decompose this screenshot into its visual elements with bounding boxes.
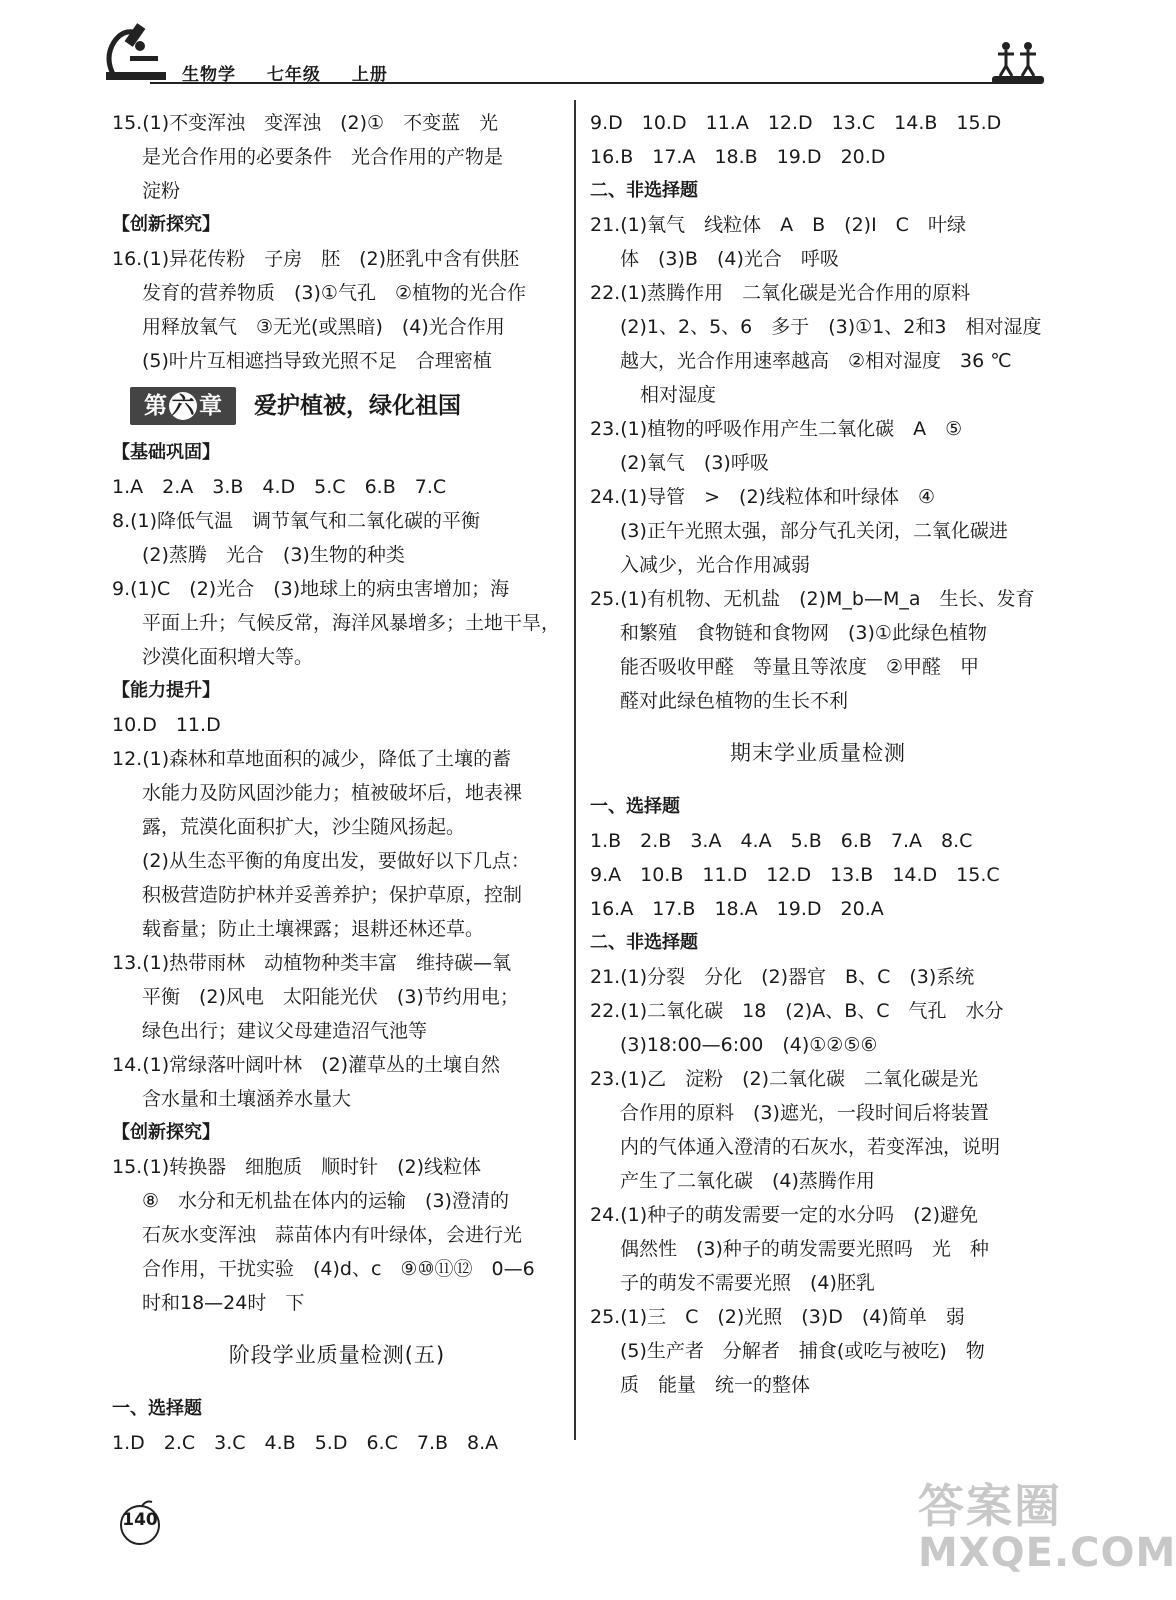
answer-line: 合作用的原料 (3)遮光，一段时间后将装置 (620, 1102, 989, 1124)
answer-line: 和繁殖 食物链和食物网 (3)①此绿色植物 (620, 622, 987, 644)
q15-line: 淀粉 (142, 180, 181, 202)
answer-line: (5)生产者 分解者 捕食(或吃与被吃) 物 (620, 1340, 985, 1362)
answer-line: 16.B 17.A 18.B 19.D 20.D (590, 146, 886, 168)
answer-line: 产生了二氧化碳 (4)蒸腾作用 (620, 1170, 875, 1192)
microscope-icon (100, 18, 170, 84)
answer-line: (2)蒸腾 光合 (3)生物的种类 (142, 544, 405, 566)
answer-line: 载畜量；防止土壤裸露；退耕还林还草。 (142, 918, 485, 940)
label-ability: 【能力提升】 (112, 680, 220, 701)
answer-line: 越大，光合作用速率越高 ②相对湿度 36 ℃ (620, 350, 1012, 372)
header-rule (150, 82, 1000, 84)
q16-line: 16.(1)异花传粉 子房 胚 (2)胚乳中含有供胚 (112, 248, 520, 270)
answer-line: 绿色出行；建议父母建造沼气池等 (142, 1020, 428, 1042)
q15-line: 是光合作用的必要条件 光合作用的产物是 (142, 146, 504, 168)
answer-line: 9.A 10.B 11.D 12.D 13.B 14.D 15.C (590, 864, 1000, 886)
answer-line: 含水量和土壤涵养水量大 (142, 1088, 352, 1110)
answer-line: 12.(1)森林和草地面积的减少，降低了土壤的蓄 (112, 748, 512, 770)
answer-line: 质 能量 统一的整体 (620, 1374, 811, 1396)
answer-line: 沙漠化面积增大等。 (142, 646, 314, 668)
answer-line: (3)正午光照太强，部分气孔关闭，二氧化碳进 (620, 520, 1008, 542)
answer-line: (2)从生态平衡的角度出发，要做好以下几点： (142, 850, 530, 872)
answer-line: 23.(1)乙 淀粉 (2)二氧化碳 二氧化碳是光 (590, 1068, 979, 1090)
answer-line: 1.B 2.B 3.A 4.A 5.B 6.B 7.A 8.C (590, 830, 973, 852)
answer-line: 21.(1)氧气 线粒体 A B (2)Ⅰ C 叶绿 (590, 214, 966, 236)
answer-line: 25.(1)三 C (2)光照 (3)D (4)简单 弱 (590, 1306, 965, 1328)
answer-line: 水能力及防风固沙能力；植被破坏后，地表裸 (142, 782, 523, 804)
answer-line: 相对湿度 (640, 384, 717, 406)
answer-line: 能否吸收甲醛 等量且等浓度 ②甲醛 甲 (620, 656, 980, 678)
answer-line: (3)18:00—6:00 (4)①②⑤⑥ (620, 1034, 878, 1056)
answer-line: 14.(1)常绿落叶阔叶林 (2)灌草丛的土壤自然 (112, 1054, 501, 1076)
answer-line: 露，荒漠化面积扩大，沙尘随风扬起。 (142, 816, 466, 838)
answer-line: 时和18—24时 下 (142, 1292, 305, 1314)
answer-line: 偶然性 (3)种子的萌发需要光照吗 光 种 (620, 1238, 989, 1260)
answer-line: 15.(1)转换器 细胞质 顺时针 (2)线粒体 (112, 1156, 482, 1178)
q16-line: (5)叶片互相遮挡导致光照不足 合理密植 (142, 350, 492, 372)
answer-line: 积极营造防护林并妥善养护；保护草原，控制 (142, 884, 523, 906)
children-icon (990, 40, 1046, 86)
watermark (918, 1470, 1176, 1590)
q15-line: 15.(1)不变浑浊 变浑浊 (2)① 不变蓝 光 (112, 112, 499, 134)
stage-exam-title: 阶段学业质量检测(五) (228, 1343, 446, 1367)
answer-line: 13.(1)热带雨林 动植物种类丰富 维持碳—氧 (112, 952, 512, 974)
answer-line: 平衡 (2)风电 太阳能光伏 (3)节约用电； (142, 986, 519, 1008)
page-number: 140 (122, 1510, 158, 1530)
answer-line: ⑧ 水分和无机盐在体内的运输 (3)澄清的 (142, 1190, 509, 1212)
watermark-bottom: MXQE.COM (918, 1530, 1176, 1576)
final-exam-title: 期末学业质量检测 (730, 741, 906, 765)
answer-line: 合作用，干扰实验 (4)d、c ⑨⑩⑪⑫ 0—6 (142, 1258, 535, 1280)
answer-line: 醛对此绿色植物的生长不利 (620, 690, 849, 712)
right-column (590, 106, 1046, 1402)
answer-line: 24.(1)导管 > (2)线粒体和叶绿体 ④ (590, 486, 935, 508)
answer-line: 10.D 11.D (112, 714, 221, 736)
answer-line: 平面上升；气候反常，海洋风暴增多；土地干旱， (142, 612, 561, 634)
answer-line: (2)氧气 (3)呼吸 (620, 452, 769, 474)
answer-line: 16.A 17.B 18.A 19.D 20.A (590, 898, 884, 920)
label-innovation: 【创新探究】 (112, 214, 220, 235)
section-choice: 一、选择题 (590, 796, 680, 817)
left-column (112, 106, 562, 1460)
answer-line: 1.D 2.C 3.C 4.B 5.D 6.C 7.B 8.A (112, 1432, 499, 1454)
chapter-heading (130, 386, 562, 426)
chapter-title: 爱护植被，绿化祖国 (254, 393, 461, 419)
section-choice: 一、选择题 (112, 1398, 202, 1419)
watermark-top: 答案圈 (918, 1479, 1062, 1533)
column-divider (574, 100, 576, 1440)
answer-line: 25.(1)有机物、无机盐 (2)M_b—M_a 生长、发育 (590, 588, 1035, 610)
answer-line: 22.(1)蒸腾作用 二氧化碳是光合作用的原料 (590, 282, 971, 304)
label-innovation: 【创新探究】 (112, 1122, 220, 1143)
answer-line: 内的气体通入澄清的石灰水，若变浑浊，说明 (620, 1136, 1001, 1158)
q16-line: 发育的营养物质 (3)①气孔 ②植物的光合作 (142, 282, 526, 304)
header-grade: 七年级 (266, 65, 321, 85)
answer-line: 9.D 10.D 11.A 12.D 13.C 14.B 15.D (590, 112, 1002, 134)
answer-line: 1.A 2.A 3.B 4.D 5.C 6.B 7.C (112, 476, 447, 498)
answer-line: 24.(1)种子的萌发需要一定的水分吗 (2)避免 (590, 1204, 979, 1226)
header-subject: 生物学 (182, 65, 236, 85)
answer-line: 9.(1)C (2)光合 (3)地球上的病虫害增加；海 (112, 578, 510, 600)
chapter-number: 六 (169, 392, 197, 420)
answer-line: 石灰水变浑浊 蒜苗体内有叶绿体，会进行光 (142, 1224, 523, 1246)
answer-line: 23.(1)植物的呼吸作用产生二氧化碳 A ⑤ (590, 418, 963, 440)
answer-line: (2)1、2、5、6 多于 (3)①1、2和3 相对湿度 (620, 316, 1042, 338)
answer-line: 8.(1)降低气温 调节氧气和二氧化碳的平衡 (112, 510, 481, 532)
answer-line: 子的萌发不需要光照 (4)胚乳 (620, 1272, 875, 1294)
answer-line: 体 (3)B (4)光合 呼吸 (620, 248, 839, 270)
section-nonchoice: 二、非选择题 (590, 932, 698, 953)
answer-line: 入减少，光合作用减弱 (620, 554, 811, 576)
chapter-tag: 第 六 章 (130, 387, 236, 425)
answer-line: 22.(1)二氧化碳 18 (2)A、B、C 气孔 水分 (590, 1000, 1004, 1022)
answer-line: 21.(1)分裂 分化 (2)器官 B、C (3)系统 (590, 966, 975, 988)
page-header (0, 0, 1112, 100)
label-basic: 【基础巩固】 (112, 442, 220, 463)
section-nonchoice: 二、非选择题 (590, 180, 698, 201)
header-volume: 上册 (351, 65, 388, 85)
q16-line: 用释放氧气 ③无光(或黑暗) (4)光合作用 (142, 316, 505, 338)
